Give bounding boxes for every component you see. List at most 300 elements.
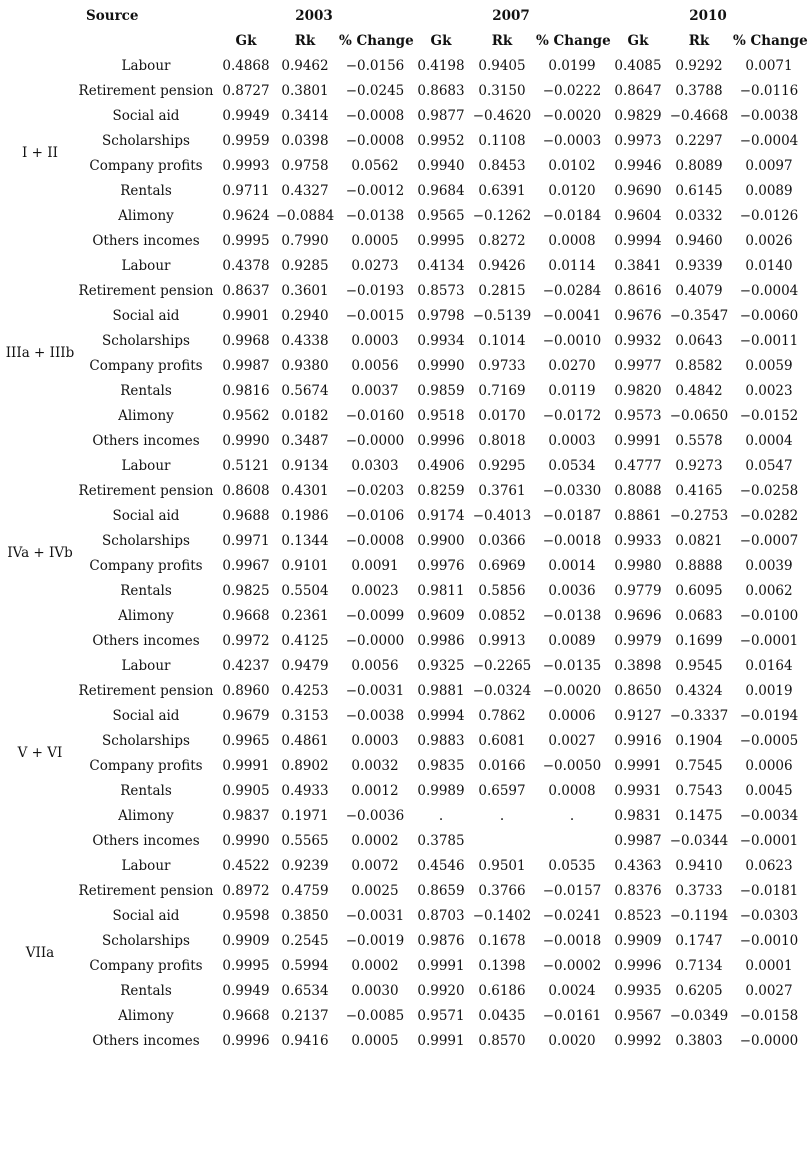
group-label: IIIa + IIIb <box>5 345 75 361</box>
table-cell: 0.9239 <box>281 858 329 874</box>
table-cell: 0.9668 <box>222 1008 270 1024</box>
table-cell: 0.0273 <box>351 258 399 274</box>
table-cell: 0.9913 <box>478 633 526 649</box>
table-cell: 0.9604 <box>614 208 662 224</box>
table-cell: −0.0284 <box>542 283 602 299</box>
table-cell: 0.9609 <box>417 608 465 624</box>
table-cell: 0.9931 <box>614 783 662 799</box>
table-cell: 0.9994 <box>614 233 662 249</box>
table-cell: 0.9798 <box>417 308 465 324</box>
table-cell: 0.9688 <box>222 508 270 524</box>
col-header: Rk <box>688 33 710 49</box>
table-cell: −0.0184 <box>542 208 602 224</box>
row-label: Alimony <box>118 608 174 624</box>
table-cell: 0.0535 <box>548 858 596 874</box>
row-label: Retirement pension <box>78 283 214 299</box>
table-cell: 0.4198 <box>417 58 465 74</box>
row-label: Social aid <box>112 908 180 924</box>
table-cell: 0.4522 <box>222 858 270 874</box>
table-cell: 0.0037 <box>351 383 399 399</box>
table-cell: 0.9968 <box>222 333 270 349</box>
table-cell: 0.9518 <box>417 408 465 424</box>
table-cell: 0.9949 <box>222 108 270 124</box>
table-cell: 0.9965 <box>222 733 270 749</box>
table-cell: 0.3761 <box>478 483 526 499</box>
table-cell: 0.9816 <box>222 383 270 399</box>
table-cell: 0.8727 <box>222 83 270 99</box>
row-label: Scholarships <box>102 733 190 749</box>
table-cell: −0.0161 <box>542 1008 602 1024</box>
table-cell: 0.9405 <box>478 58 526 74</box>
table-cell: 0.9991 <box>614 758 662 774</box>
table-cell: −0.0001 <box>739 833 799 849</box>
table-cell: 0.4378 <box>222 258 270 274</box>
table-cell: 0.9986 <box>417 633 465 649</box>
table-cell: 0.9837 <box>222 808 270 824</box>
table-cell: 0.0012 <box>351 783 399 799</box>
table-cell: 0.8608 <box>222 483 270 499</box>
table-cell: 0.0003 <box>351 333 399 349</box>
table-cell: 0.5578 <box>675 433 723 449</box>
table-cell: 0.4933 <box>281 783 329 799</box>
table-cell: 0.9883 <box>417 733 465 749</box>
table-cell: 0.9545 <box>675 658 723 674</box>
table-cell: −0.4620 <box>472 108 532 124</box>
row-label: Retirement pension <box>78 483 214 499</box>
table-cell: 0.0303 <box>351 458 399 474</box>
table-cell: −0.0258 <box>739 483 799 499</box>
table-cell: −0.0156 <box>345 58 405 74</box>
table-cell: 0.2137 <box>281 1008 329 1024</box>
table-cell: 0.7169 <box>478 383 526 399</box>
table-cell: 0.4842 <box>675 383 723 399</box>
table-cell: −0.0008 <box>345 533 405 549</box>
table-cell: 0.9881 <box>417 683 465 699</box>
table-cell: 0.8637 <box>222 283 270 299</box>
row-label: Labour <box>121 658 171 674</box>
table-cell: 0.8650 <box>614 683 662 699</box>
table-cell: 0.4861 <box>281 733 329 749</box>
table-cell: 0.9460 <box>675 233 723 249</box>
table-cell: −0.1194 <box>669 908 729 924</box>
table-cell: 0.9668 <box>222 608 270 624</box>
table-cell: 0.9977 <box>614 358 662 374</box>
table-cell: 0.0002 <box>351 958 399 974</box>
table-cell: 0.3850 <box>281 908 329 924</box>
row-label: Rentals <box>120 183 172 199</box>
table-cell: 0.9996 <box>614 958 662 974</box>
table-cell: 0.0062 <box>745 583 793 599</box>
table-cell: 0.4079 <box>675 283 723 299</box>
table-cell: −0.0650 <box>669 408 729 424</box>
table-cell: 0.4237 <box>222 658 270 674</box>
table-cell: 0.8272 <box>478 233 526 249</box>
table-cell: 0.0435 <box>478 1008 526 1024</box>
table-cell: 0.9949 <box>222 983 270 999</box>
col-header: % Change <box>536 33 611 49</box>
table-cell: 0.0072 <box>351 858 399 874</box>
table-cell: 0.8861 <box>614 508 662 524</box>
table-cell: 0.9573 <box>614 408 662 424</box>
table-cell: 0.9991 <box>417 958 465 974</box>
table-cell: 0.9295 <box>478 458 526 474</box>
table-cell: 0.0023 <box>351 583 399 599</box>
table-cell: 0.4324 <box>675 683 723 699</box>
table-cell: −0.0330 <box>542 483 602 499</box>
table-cell: 0.0562 <box>351 158 399 174</box>
table-cell: 0.9811 <box>417 583 465 599</box>
table-cell: 0.8570 <box>478 1033 526 1049</box>
table-cell: −0.0187 <box>542 508 602 524</box>
table-cell: −0.0157 <box>542 883 602 899</box>
table-cell: −0.0303 <box>739 908 799 924</box>
table-cell: 0.9380 <box>281 358 329 374</box>
table-cell: −0.0194 <box>739 708 799 724</box>
table-cell: −0.0020 <box>542 108 602 124</box>
table-cell: 0.9696 <box>614 608 662 624</box>
table-cell: 0.9959 <box>222 133 270 149</box>
table-cell: 0.0199 <box>548 58 596 74</box>
table-cell: 0.0114 <box>548 258 596 274</box>
row-label: Company profits <box>89 558 203 574</box>
table-cell: 0.0683 <box>675 608 723 624</box>
table-cell: 0.7990 <box>281 233 329 249</box>
table-cell: 0.4759 <box>281 883 329 899</box>
table-cell: 0.0008 <box>548 233 596 249</box>
table-cell: . <box>569 808 575 824</box>
table-cell: 0.0032 <box>351 758 399 774</box>
table-cell: 0.9909 <box>222 933 270 949</box>
table-cell: 0.6391 <box>478 183 526 199</box>
table-cell: −0.0038 <box>739 108 799 124</box>
table-cell: 0.8972 <box>222 883 270 899</box>
row-label: Alimony <box>118 208 174 224</box>
table-cell: 0.1747 <box>675 933 723 949</box>
col-header: Rk <box>294 33 316 49</box>
table-cell: −0.0884 <box>275 208 335 224</box>
table-cell: 0.9624 <box>222 208 270 224</box>
table-cell: 0.0020 <box>548 1033 596 1049</box>
table-cell: 0.9779 <box>614 583 662 599</box>
table-cell: 0.9972 <box>222 633 270 649</box>
table-cell: 0.2940 <box>281 308 329 324</box>
table-cell: 0.8960 <box>222 683 270 699</box>
table-cell: 0.9976 <box>417 558 465 574</box>
table-cell: 0.0166 <box>478 758 526 774</box>
group-label: VIIa <box>25 945 55 961</box>
table-cell: 0.4868 <box>222 58 270 74</box>
table-cell: −0.0106 <box>345 508 405 524</box>
table-cell: 0.0002 <box>351 833 399 849</box>
table-cell: 0.3803 <box>675 1033 723 1049</box>
table-cell: 0.6145 <box>675 183 723 199</box>
table-cell: 0.6095 <box>675 583 723 599</box>
table-cell: 0.0005 <box>351 233 399 249</box>
table-cell: −0.0001 <box>739 633 799 649</box>
table-cell: 0.0006 <box>745 758 793 774</box>
year-2010-header: 2010 <box>689 8 727 24</box>
table-cell: 0.0006 <box>548 708 596 724</box>
table-cell: 0.9571 <box>417 1008 465 1024</box>
table-cell: . <box>438 808 444 824</box>
table-cell: 0.7862 <box>478 708 526 724</box>
table-cell: 0.9410 <box>675 858 723 874</box>
table-cell: 0.9829 <box>614 108 662 124</box>
table-cell: 0.9416 <box>281 1033 329 1049</box>
table-cell: −0.0222 <box>542 83 602 99</box>
source-header: Source <box>86 8 139 24</box>
table-cell: 0.0852 <box>478 608 526 624</box>
table-cell: 0.9990 <box>417 358 465 374</box>
table-cell: 0.3766 <box>478 883 526 899</box>
row-label: Labour <box>121 258 171 274</box>
table-cell: −0.0041 <box>542 308 602 324</box>
row-label: Company profits <box>89 958 203 974</box>
table-cell: 0.8582 <box>675 358 723 374</box>
table-cell: 0.6597 <box>478 783 526 799</box>
table-cell: 0.3153 <box>281 708 329 724</box>
table-cell: 0.9971 <box>222 533 270 549</box>
table-cell: . <box>499 808 505 824</box>
table-cell: 0.0059 <box>745 358 793 374</box>
table-cell: 0.1971 <box>281 808 329 824</box>
table-cell: 0.0091 <box>351 558 399 574</box>
table-cell: 0.8376 <box>614 883 662 899</box>
table-cell: 0.9426 <box>478 258 526 274</box>
table-cell: 0.0164 <box>745 658 793 674</box>
table-cell: 0.0089 <box>745 183 793 199</box>
group-label: I + II <box>22 145 58 161</box>
table-cell: −0.0004 <box>739 283 799 299</box>
table-cell: 0.9901 <box>222 308 270 324</box>
col-header: % Change <box>339 33 414 49</box>
col-header: % Change <box>733 33 808 49</box>
table-cell: 0.0270 <box>548 358 596 374</box>
row-label: Social aid <box>112 508 180 524</box>
table-cell: 0.9920 <box>417 983 465 999</box>
table-cell: 0.9859 <box>417 383 465 399</box>
table-cell: 0.8616 <box>614 283 662 299</box>
table-cell: −0.0138 <box>542 608 602 624</box>
table-cell: 0.9325 <box>417 658 465 674</box>
table-cell: 0.6969 <box>478 558 526 574</box>
group-label: V + VI <box>17 745 63 761</box>
table-cell: 0.9995 <box>222 958 270 974</box>
table-cell: 0.0001 <box>745 958 793 974</box>
table-cell: 0.1986 <box>281 508 329 524</box>
table-cell: 0.0045 <box>745 783 793 799</box>
table-cell: 0.6186 <box>478 983 526 999</box>
table-cell: −0.0172 <box>542 408 602 424</box>
table-cell: 0.0025 <box>351 883 399 899</box>
table-cell: 0.9835 <box>417 758 465 774</box>
table-cell: 0.0821 <box>675 533 723 549</box>
table-cell: 0.9690 <box>614 183 662 199</box>
table-cell: 0.4134 <box>417 258 465 274</box>
row-label: Company profits <box>89 358 203 374</box>
table-cell: −0.0050 <box>542 758 602 774</box>
table-cell: 0.9946 <box>614 158 662 174</box>
table-cell: −0.0018 <box>542 533 602 549</box>
table-cell: 0.8453 <box>478 158 526 174</box>
row-label: Company profits <box>89 758 203 774</box>
table-cell: −0.0038 <box>345 708 405 724</box>
table-cell: 0.0140 <box>745 258 793 274</box>
row-label: Social aid <box>112 708 180 724</box>
table-cell: 0.8683 <box>417 83 465 99</box>
table-cell: 0.0366 <box>478 533 526 549</box>
table-cell: −0.0003 <box>542 133 602 149</box>
table-cell: 0.9932 <box>614 333 662 349</box>
table-cell: 0.0026 <box>745 233 793 249</box>
table-cell: 0.9273 <box>675 458 723 474</box>
row-label: Retirement pension <box>78 683 214 699</box>
row-label: Retirement pension <box>78 83 214 99</box>
table-cell: −0.0060 <box>739 308 799 324</box>
table-cell: 0.9996 <box>222 1033 270 1049</box>
table-cell: 0.0019 <box>745 683 793 699</box>
table-cell: −0.1262 <box>472 208 532 224</box>
table-cell: −0.3547 <box>669 308 729 324</box>
table-cell: 0.0332 <box>675 208 723 224</box>
table-cell: 0.8902 <box>281 758 329 774</box>
table-cell: −0.0324 <box>472 683 532 699</box>
table-cell: −0.0158 <box>739 1008 799 1024</box>
table-cell: 0.0030 <box>351 983 399 999</box>
table-cell: 0.0398 <box>281 133 329 149</box>
table-cell: 0.8088 <box>614 483 662 499</box>
table-cell: 0.0071 <box>745 58 793 74</box>
table-cell: 0.0547 <box>745 458 793 474</box>
row-label: Rentals <box>120 783 172 799</box>
table-cell: 0.9905 <box>222 783 270 799</box>
table-cell: 0.9562 <box>222 408 270 424</box>
table-cell: −0.0005 <box>739 733 799 749</box>
table-cell: −0.0160 <box>345 408 405 424</box>
row-label: Others incomes <box>92 833 200 849</box>
table-cell: 0.9339 <box>675 258 723 274</box>
table-cell: −0.0007 <box>739 533 799 549</box>
table-cell: 0.0170 <box>478 408 526 424</box>
table-cell: 0.9990 <box>222 433 270 449</box>
table-cell: −0.0135 <box>542 658 602 674</box>
table-cell: 0.7134 <box>675 958 723 974</box>
table-cell: 0.3601 <box>281 283 329 299</box>
table-cell: 0.0024 <box>548 983 596 999</box>
table-cell: 0.8018 <box>478 433 526 449</box>
table-cell: 0.1398 <box>478 958 526 974</box>
table-cell: 0.8703 <box>417 908 465 924</box>
row-label: Alimony <box>118 1008 174 1024</box>
table-cell: −0.4013 <box>472 508 532 524</box>
row-label: Alimony <box>118 808 174 824</box>
table-cell: 0.9991 <box>417 1033 465 1049</box>
table-cell: 0.9679 <box>222 708 270 724</box>
table-cell: −0.1402 <box>472 908 532 924</box>
table-cell: −0.5139 <box>472 308 532 324</box>
table-cell: 0.0120 <box>548 183 596 199</box>
table-cell: 0.4253 <box>281 683 329 699</box>
table-cell: −0.0085 <box>345 1008 405 1024</box>
row-label: Scholarships <box>102 333 190 349</box>
table-cell: 0.9758 <box>281 158 329 174</box>
table-cell: −0.0010 <box>542 333 602 349</box>
table-cell: 0.8259 <box>417 483 465 499</box>
row-label: Labour <box>121 58 171 74</box>
table-cell: 0.4327 <box>281 183 329 199</box>
table-cell: 0.9101 <box>281 558 329 574</box>
table-cell: 0.9598 <box>222 908 270 924</box>
table-cell: 0.3487 <box>281 433 329 449</box>
table-cell: 0.3414 <box>281 108 329 124</box>
table-cell: 0.4301 <box>281 483 329 499</box>
row-label: Alimony <box>118 408 174 424</box>
table-cell: 0.0014 <box>548 558 596 574</box>
table-cell: 0.0119 <box>548 383 596 399</box>
table-cell: −0.0344 <box>669 833 729 849</box>
table-cell: 0.9992 <box>614 1033 662 1049</box>
row-label: Labour <box>121 858 171 874</box>
table-cell: 0.9989 <box>417 783 465 799</box>
table-cell: 0.0039 <box>745 558 793 574</box>
table-cell: 0.0056 <box>351 658 399 674</box>
col-header: Gk <box>627 33 649 49</box>
table-cell: 0.9127 <box>614 708 662 724</box>
table-cell: −0.0015 <box>345 308 405 324</box>
table-cell: 0.0027 <box>548 733 596 749</box>
table-cell: −0.0245 <box>345 83 405 99</box>
table-cell: 0.9934 <box>417 333 465 349</box>
table-cell: 0.0097 <box>745 158 793 174</box>
table-cell: 0.1678 <box>478 933 526 949</box>
table-cell: 0.9134 <box>281 458 329 474</box>
row-label: Rentals <box>120 383 172 399</box>
table-cell: 0.1014 <box>478 333 526 349</box>
table-cell: 0.9174 <box>417 508 465 524</box>
table-cell: 0.9995 <box>417 233 465 249</box>
table-cell: 0.9952 <box>417 133 465 149</box>
table-cell: 0.0643 <box>675 333 723 349</box>
table-cell: 0.5121 <box>222 458 270 474</box>
table-cell: 0.9991 <box>222 758 270 774</box>
table-cell: 0.9995 <box>222 233 270 249</box>
table-cell: 0.9994 <box>417 708 465 724</box>
table-cell: 0.9501 <box>478 858 526 874</box>
table-cell: 0.2545 <box>281 933 329 949</box>
table-cell: 0.1108 <box>478 133 526 149</box>
table-cell: −0.0138 <box>345 208 405 224</box>
table-cell: −0.0008 <box>345 133 405 149</box>
table-cell: −0.0000 <box>739 1033 799 1049</box>
col-header: Rk <box>491 33 513 49</box>
table-cell: 0.9684 <box>417 183 465 199</box>
row-label: Scholarships <box>102 533 190 549</box>
table-cell: 0.9973 <box>614 133 662 149</box>
table-cell: 0.6081 <box>478 733 526 749</box>
table-cell: −0.0031 <box>345 683 405 699</box>
table-cell: −0.0181 <box>739 883 799 899</box>
table-cell: 0.0003 <box>351 733 399 749</box>
year-2003-header: 2003 <box>295 8 333 24</box>
table-cell: −0.4668 <box>669 108 729 124</box>
table-cell: −0.0349 <box>669 1008 729 1024</box>
table-cell: −0.0282 <box>739 508 799 524</box>
table-cell: 0.1699 <box>675 633 723 649</box>
table-cell: −0.0099 <box>345 608 405 624</box>
table-cell: 0.9676 <box>614 308 662 324</box>
row-label: Scholarships <box>102 933 190 949</box>
table-cell: 0.2297 <box>675 133 723 149</box>
